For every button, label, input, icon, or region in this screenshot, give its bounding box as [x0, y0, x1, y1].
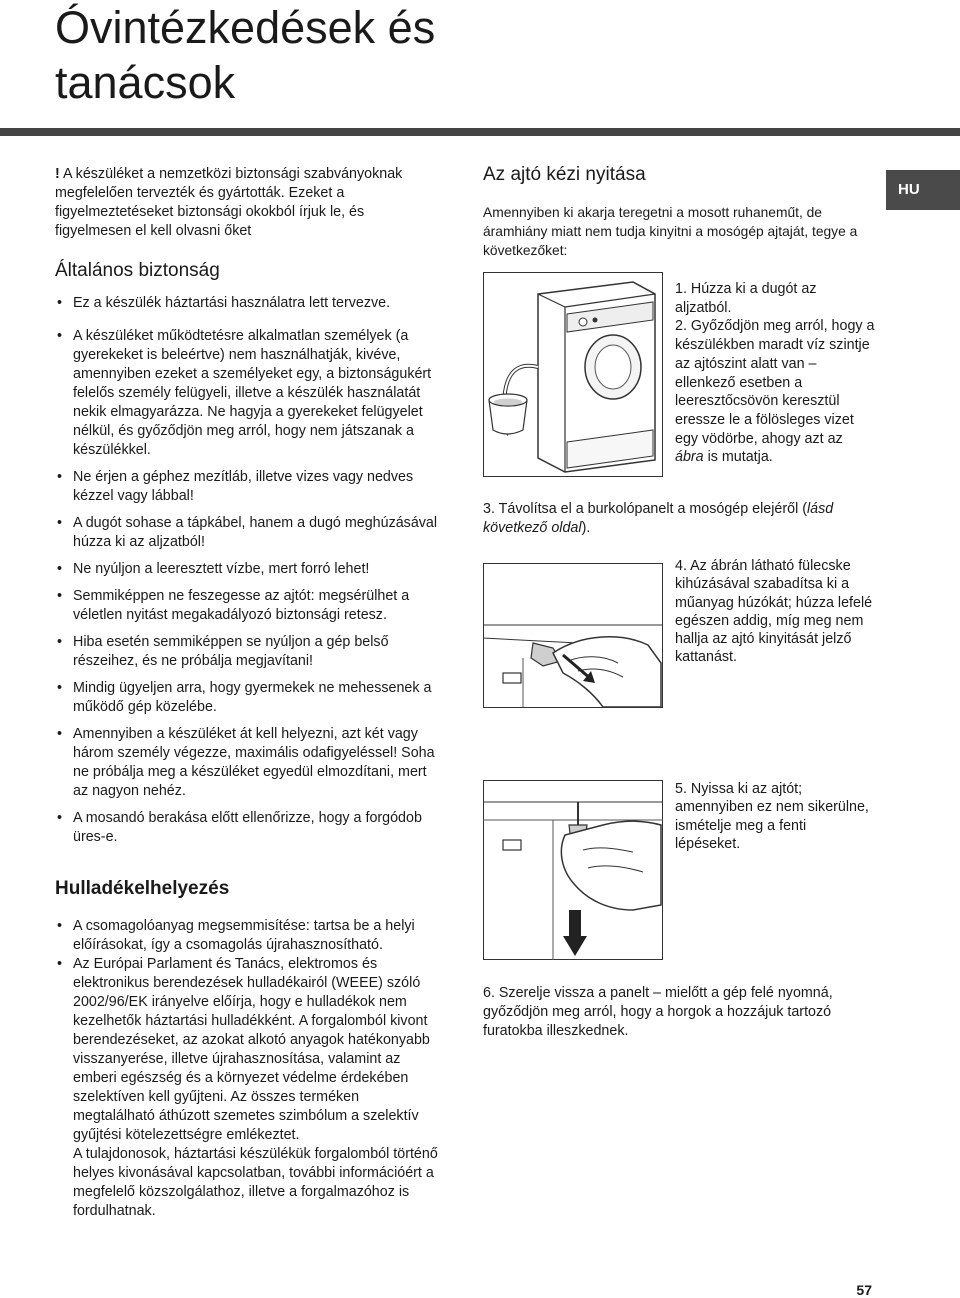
list-item: • Ez a készülék háztartási használatra lett tervezve.	[55, 294, 443, 313]
intro-paragraph	[55, 165, 443, 241]
disposal-list	[55, 917, 443, 1221]
language-badge: HU	[886, 170, 960, 210]
list-item: • Ne érjen a géphez mezítláb, illetve vizes vagy nedves kézzel vagy lábbal!	[55, 468, 443, 506]
list-item: • Semmiképpen ne feszegesse az ajtót: megsérülhet a véletlen nyitást megakadályozó biztonsági retesz.	[55, 587, 443, 625]
disposal-heading: Hulladékelhelyezés	[55, 878, 230, 899]
step-2-text: 2. Győződjön meg arról, hogy a készülékben maradt víz szintje az ajtószint alatt van – ellenkező esetben a leeresztőcsövön keresztül eressze le a fölösleges vizet egy vödörbe, ahogy azt az	[675, 318, 875, 447]
door-steps-1-2	[675, 280, 875, 467]
list-item: • Hiba esetén semmiképpen se nyúljon a gép belső részeihez, és ne próbálja megjavítani!	[55, 633, 443, 671]
list-item: • Amennyiben a készüléket át kell helyezni, azt két vagy három személy végezze, maximális odafigyeléssel! Soha ne próbálja meg a készüléket egyedül elmozdítani, mert az nagyon nehéz.	[55, 725, 443, 801]
warning-mark: !	[55, 166, 60, 182]
page-title	[55, 0, 655, 110]
door-heading: Az ajtó kézi nyitása	[483, 164, 646, 185]
step-3	[483, 500, 875, 538]
title-rule	[0, 128, 960, 136]
pull-down-illustration	[483, 780, 663, 960]
general-safety-list	[55, 294, 443, 847]
list-item	[55, 955, 443, 1221]
list-item: • A készüléket működtetésre alkalmatlan személyek (a gyerekeket is beleértve) nem használhatják, kivéve, amennyiben ezeket a személyeket egy, a biztonságukért felelős személy felügyeli, illetve a készülék használatát nekik elmagyarázza. Ne hagyja a gyerekeket felügyelet nélkül, és győződjön meg arról, hogy nem játszanak a készülékkel.	[55, 327, 443, 460]
step-1: 1. Húzza ki a dugót az aljzatból.	[675, 281, 817, 316]
owner-info-paragraph: A tulajdonosok, háztartási készülékük forgalomból történő helyes kivonásával kapcsolatban, további információért a megfelelő közszolgálathoz, illetve a forgalmazóhoz is fordulhatnak.	[73, 1146, 438, 1219]
step-3-end: ).	[581, 520, 591, 536]
list-item: • A csomagolóanyag megsemmisítése: tartsa be a helyi előírásokat, így a csomagolás újrahasznosítható.	[55, 917, 443, 955]
step-3-emphasis: lásd következő oldal	[483, 501, 834, 536]
step-2-emphasis: ábra	[675, 449, 704, 466]
step-5: 5. Nyissa ki az ajtót; amennyiben ez nem sikerülne, ismételje meg a fenti lépéseket.	[675, 781, 869, 852]
weee-paragraph: Az Európai Parlament és Tanács, elektromos és elektronikus berendezések hulladékairól (WEEE) szóló 2002/96/EK irányelve előírja, hogy e hulladékok nem kezelhetők háztartási hulladékként. A forgalomból kivont berendezéseket, az azokat alkotó anyagok hatékonyabb visszanyerése, illetve újrahasznosítása, valamint az emberi egészség és a környezet védelme érdekében szelektíven kell gyűjteni. Az összes terméken megtalálható áthúzott szemetes szimbólum a szelektív gyűjtési kötelezettségre emlékeztet.	[73, 956, 430, 1143]
list-item: • Ne nyúljon a leeresztett vízbe, mert forró lehet!	[55, 560, 443, 579]
list-item: • Mindig ügyeljen arra, hogy gyermekek ne mehessenek a működő gép közelébe.	[55, 679, 443, 717]
page-number: 57	[856, 1282, 872, 1298]
intro-text: A készüléket a nemzetközi biztonsági szabványoknak megfelelően tervezték és gyártották. Ezeket a figyelmeztetéseket biztonsági okokból írjuk le, és figyelmesen el kell olvasni őket	[55, 166, 403, 239]
door-intro: Amennyiben ki akarja teregetni a mosott ruhaneműt, de áramhiány miatt nem tudja kinyitni a mosógép ajtaját, tegye a következőket:	[483, 205, 858, 258]
title-line-1: Óvintézkedések és	[55, 2, 436, 53]
title-line-2: tanácsok	[55, 57, 236, 108]
general-safety-heading: Általános biztonság	[55, 260, 220, 281]
step-3-text: 3. Távolítsa el a burkolópanelt a mosógép elejéről (	[483, 501, 807, 517]
list-item: • A dugót sohase a tápkábel, hanem a dugó meghúzásával húzza ki az aljzatból!	[55, 514, 443, 552]
list-item: • A mosandó berakása előtt ellenőrizze, hogy a forgódob üres-e.	[55, 809, 443, 847]
pull-tab-illustration	[483, 563, 663, 708]
step-6: 6. Szerelje vissza a panelt – mielőtt a gép felé nyomná, győződjön meg arról, hogy a horgok a hozzájuk tartozó furatokba illeszkednek.	[483, 985, 833, 1039]
washing-machine-drain-illustration	[483, 272, 663, 477]
step-2	[675, 317, 875, 467]
step-2-end: is mutatja.	[703, 449, 773, 466]
step-4: 4. Az ábrán látható fülecske kihúzásával szabadítsa ki a műanyag húzókát; húzza lefelé egészen addig, míg meg nem hallja az ajtó kinyitását jelző kattanást.	[675, 558, 873, 666]
